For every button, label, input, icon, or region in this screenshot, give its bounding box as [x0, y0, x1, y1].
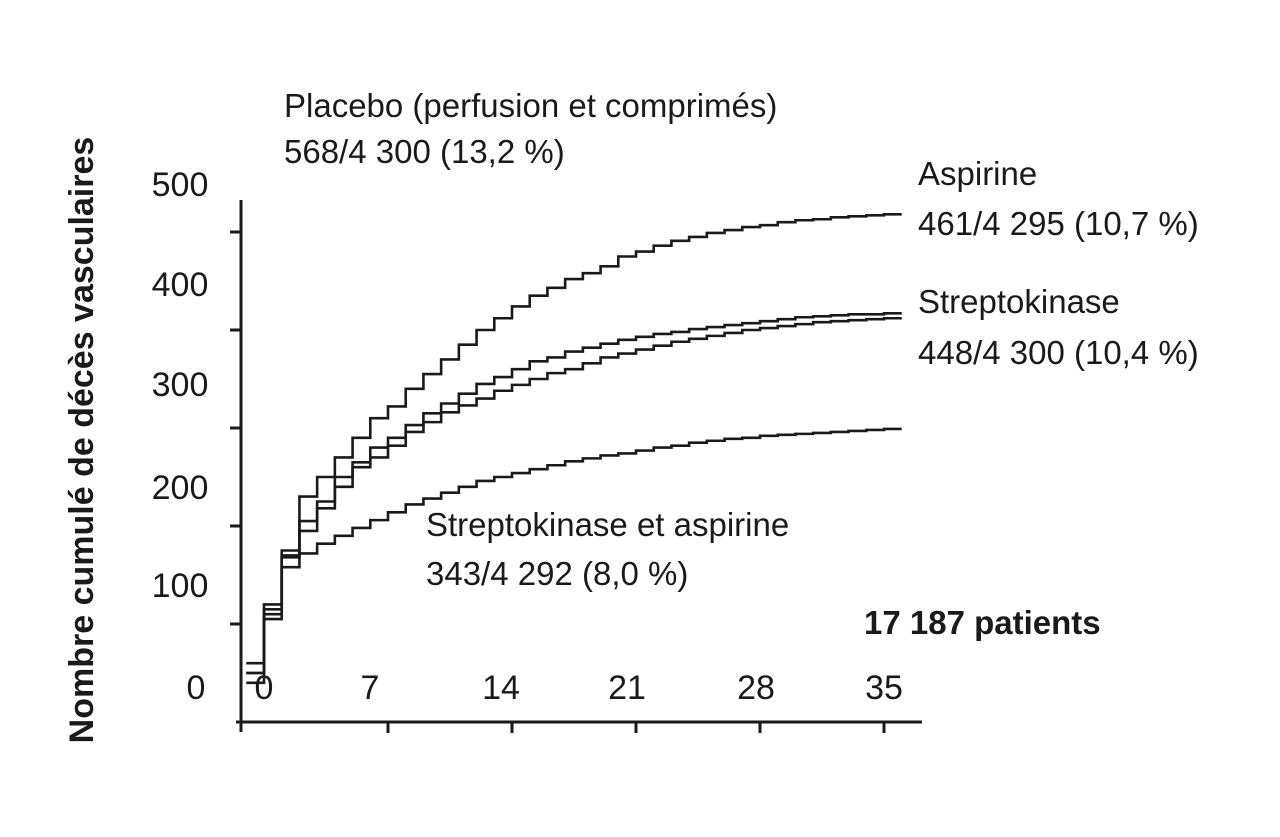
label-aspirine-name: Aspirine — [918, 155, 1038, 192]
label-combo-stats: 343/4 292 (8,0 %) — [426, 555, 689, 592]
x-tick-labels — [255, 669, 903, 707]
x-tick-label: 7 — [360, 669, 380, 707]
x-tick-label: 28 — [737, 669, 775, 707]
y-tick-label: 200 — [151, 469, 209, 507]
x-tick-label: 21 — [608, 669, 646, 707]
y-tick-labels — [152, 166, 209, 707]
y-tick-label: 0 — [186, 669, 206, 707]
x-tick-label: 35 — [865, 669, 903, 707]
x-tick-label: 0 — [254, 669, 274, 707]
label-streptokinase-name: Streptokinase — [918, 283, 1120, 320]
y-tick-label: 100 — [151, 567, 209, 605]
series-curves — [246, 214, 901, 682]
axis-ticks — [230, 232, 884, 733]
patients-total: 17 187 patients — [864, 604, 1101, 641]
label-combo-name: Streptokinase et aspirine — [426, 506, 790, 543]
label-placebo-name: Placebo (perfusion et comprimés) — [284, 87, 778, 124]
curve-streptokinase — [246, 318, 901, 683]
label-placebo-stats: 568/4 300 (13,2 %) — [284, 133, 565, 170]
x-tick-label: 14 — [482, 669, 520, 707]
y-tick-label: 500 — [151, 166, 209, 204]
curve-aspirine — [246, 313, 901, 673]
label-streptokinase-stats: 448/4 300 (10,4 %) — [918, 334, 1199, 371]
label-aspirine-stats: 461/4 295 (10,7 %) — [918, 205, 1199, 242]
y-tick-label: 400 — [151, 266, 209, 304]
curve-streptokinase-aspirine — [246, 429, 901, 673]
y-axis-title: Nombre cumulé de décès vasculaires — [62, 136, 101, 744]
y-tick-label: 300 — [151, 366, 209, 404]
curve-placebo — [246, 214, 901, 663]
